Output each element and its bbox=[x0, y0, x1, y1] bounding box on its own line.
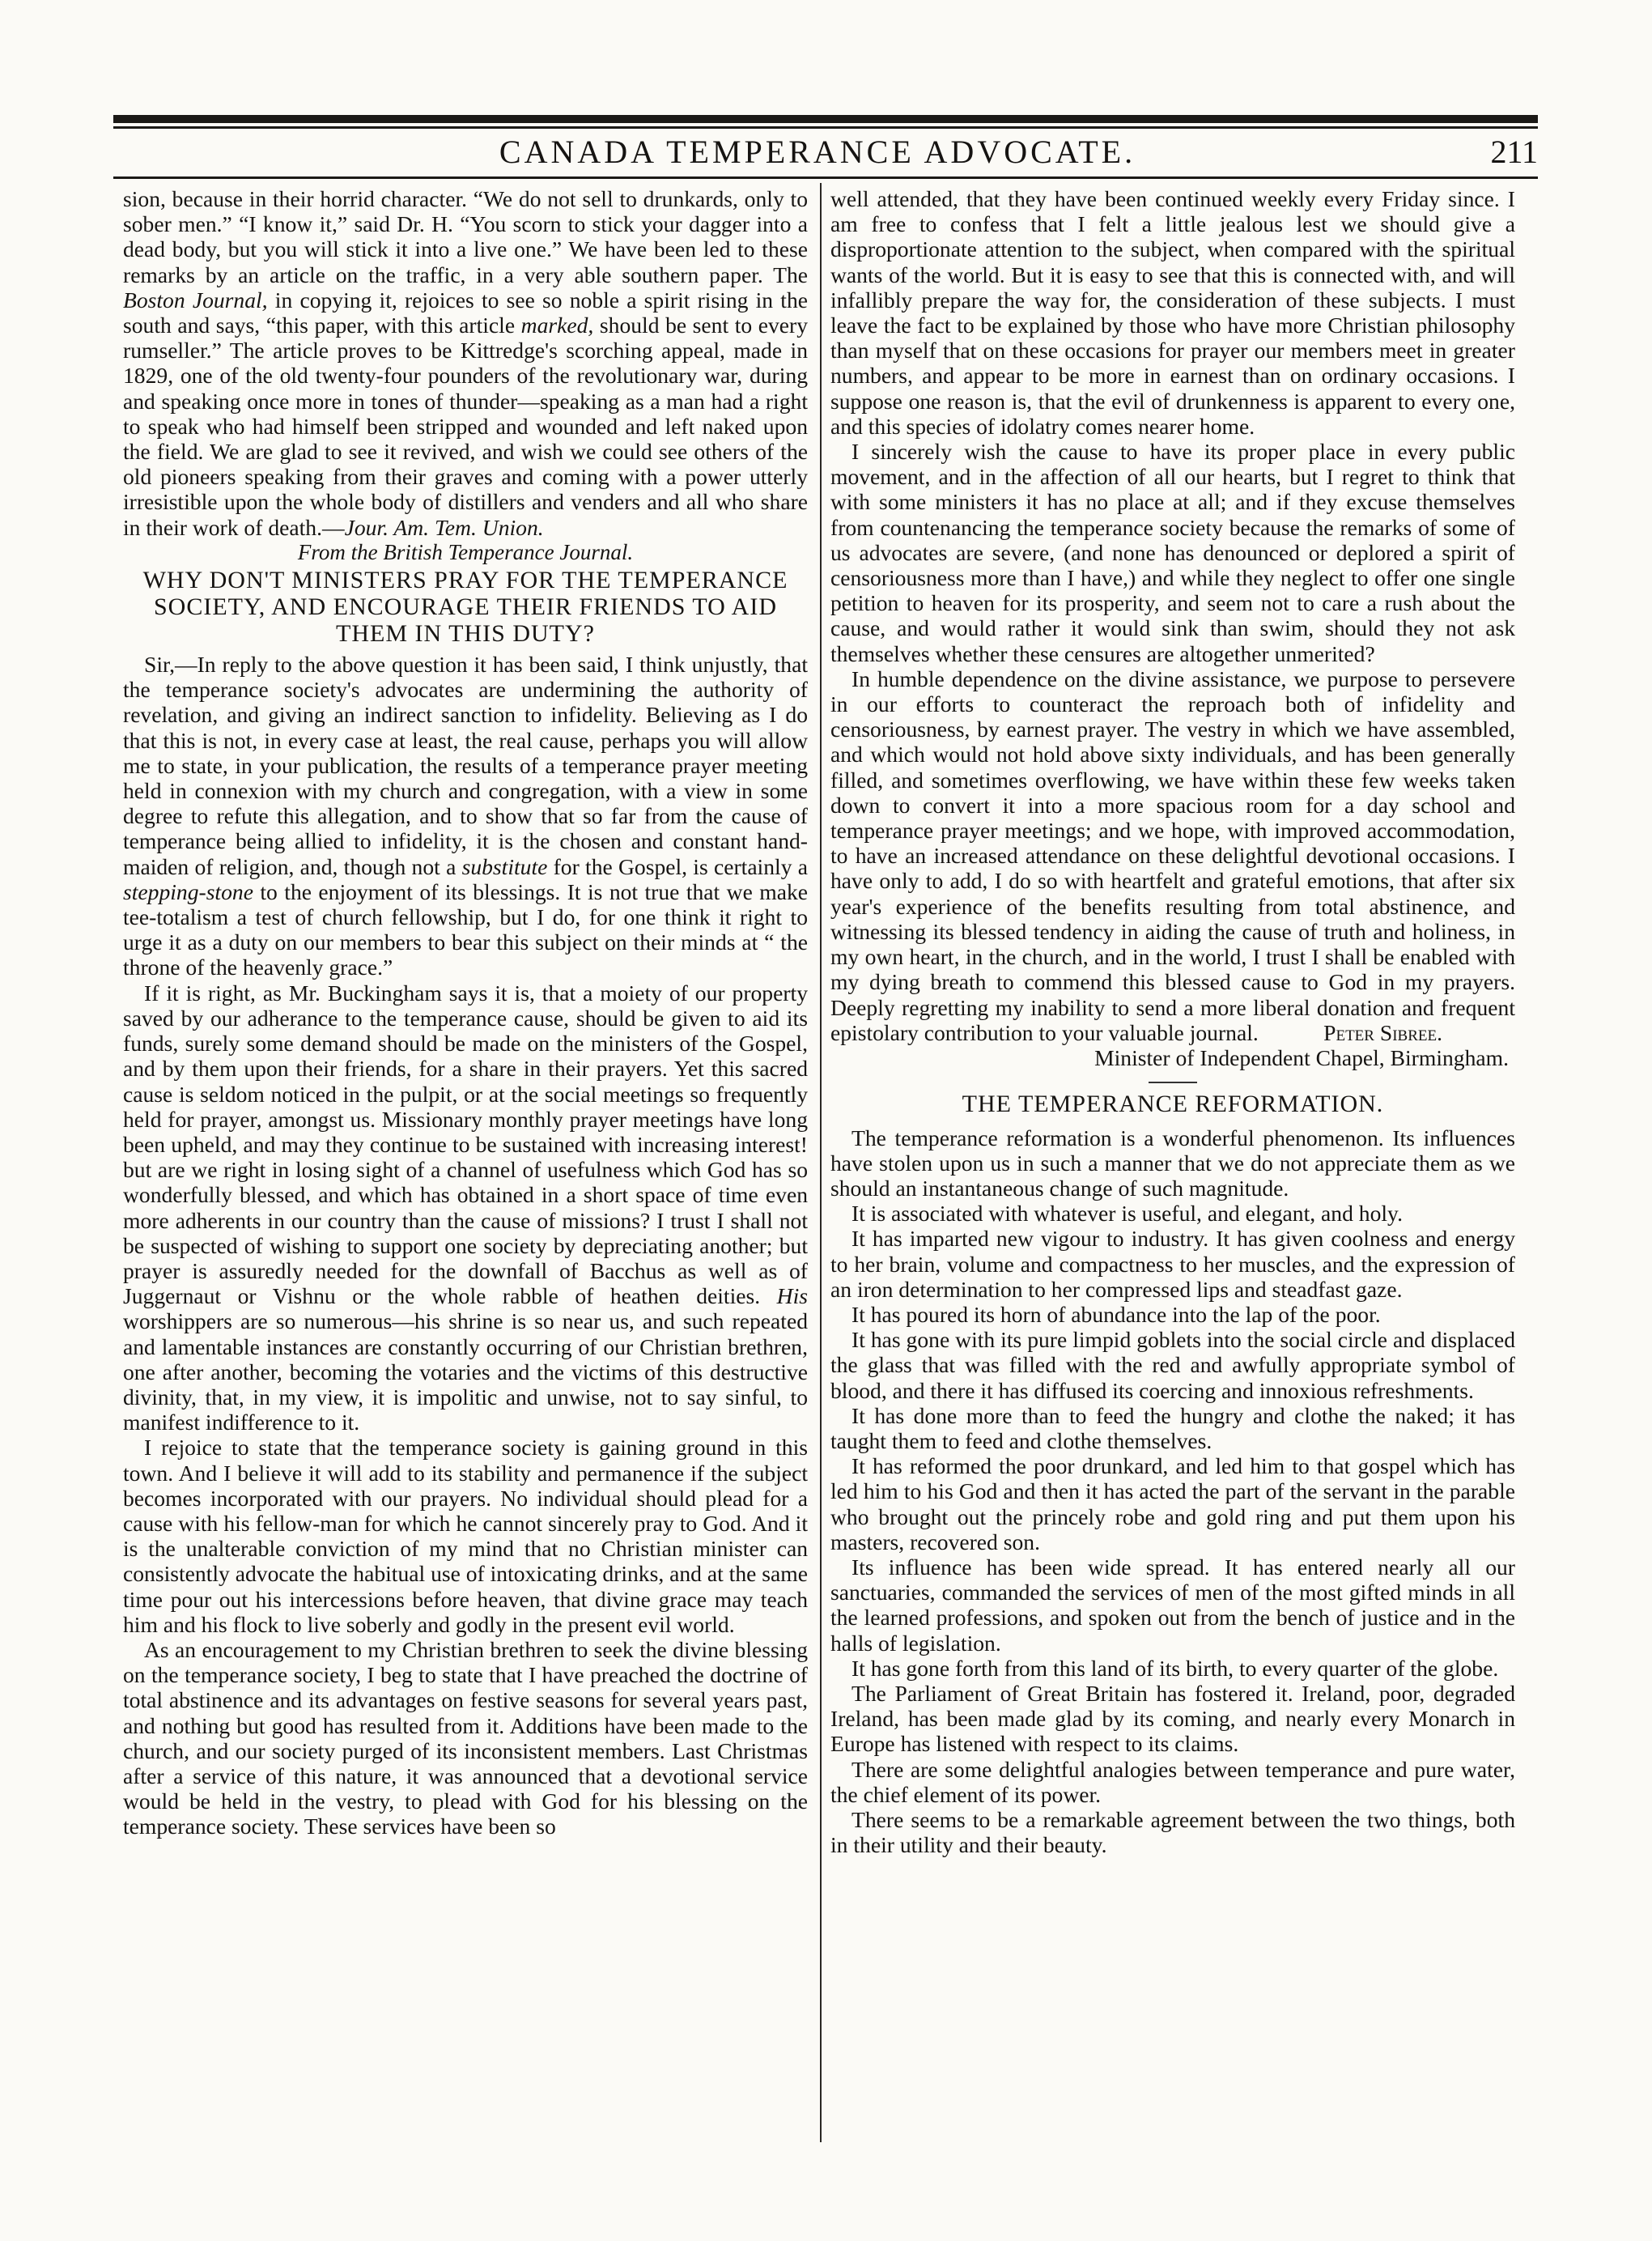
page-number: 211 bbox=[1490, 134, 1538, 170]
header-under-rule bbox=[113, 176, 1538, 179]
article-headline: WHY DON'T MINISTERS PRAY FOR THE TEMPERANCE SOCIETY, AND ENCOURAGE THEIR FRIENDS TO AID THEM IN THIS DUTY? bbox=[142, 567, 788, 648]
signature-name: Peter Sibree. bbox=[1323, 1019, 1442, 1045]
column-divider bbox=[820, 183, 822, 2142]
article-paragraph: The Parliament of Great Britain has fostered it. Ireland, poor, degraded Ireland, has been made glad by its coming, and nearly every Monarch in Europe has listened with respect to its claims. bbox=[830, 1680, 1515, 1757]
article-paragraph: It is associated with whatever is useful, and elegant, and holy. bbox=[851, 1201, 1403, 1227]
right-column bbox=[830, 186, 1515, 1857]
article-paragraph: In humble dependence on the divine assistance, we purpose to persevere in our efforts to counteract the reproach both of infidelity and censoriousness, by earnest prayer. The vestry in which we have assembled, and which would not hold above sixty individuals, and has been generally filled, and sometimes overflowing, we have within these few weeks taken down to convert it into a more spacious room for a day school and temperance prayer meetings; and we hope, with improved accommodation, to have an increased attendance on these delightful devotional occasions. I have only to add, I do so with heartfelt and grateful emotions, that after six year's experience of the benefits resulting from total abstinence, and witnessing its blessed tendency in aiding the cause of truth and holiness, in my own heart, in the church, and in the world, I trust I shall be enabled with my dying breath to commend this blessed cause to God in my prayers. Deeply regretting my inability to send a more liberal donation and frequent epistolary contribution to your valuable journal. bbox=[830, 665, 1515, 1045]
article-paragraph: It has reformed the poor drunkard, and led him to that gospel which has led him to his God and then it has acted the part of the servant in the parable who brought out the princely robe and gold ring and put them upon his masters, recovered son. bbox=[830, 1453, 1515, 1554]
article-paragraph: I rejoice to state that the temperance society is gaining ground in this town. And I believe it will add to its stability and permanence if the subject becomes incorporated with our prayers. No individual should plead for a cause with his fellow-man for which he cannot sincerely pray to God. And it is the unalterable conviction of my mind that no Christian minister can consistently advocate the habitual use of intoxicating drinks, and at the same time pour out his intercessions before heaven, that divine grace may teach him and his flock to live soberly and godly in the present evil world. bbox=[123, 1435, 808, 1637]
article-paragraph: Sir,—In reply to the above question it has been said, I think unjustly, that the temperance society's advocates are undermining the authority of revelation, and giving an indirect sanction to infidelity. Believing as I do that this is not, in every case at least, the real cause, perhaps you will allow me to state, in your publication, the results of a temperance prayer meeting held in connexion with my church and congregation, with a view in some degree to refute this allegation, and to show that so far from the cause of temperance being allied to infidelity, it is the chosen and constant hand-maiden of religion, and, though not a substitute for the Gospel, is certainly a stepping-stone to the enjoyment of its blessings. It is not true that we make tee-totalism a test of church fellowship, but I do, for one think it right to urge it as a duty on our members to bear this subject on their minds at “ the throne of the heavenly grace.” bbox=[123, 652, 808, 980]
article-source: From the British Temperance Journal. bbox=[297, 539, 634, 564]
running-title: CANADA TEMPERANCE ADVOCATE. bbox=[499, 134, 1136, 170]
article-paragraph: There are some delightful analogies between temperance and pure water, the chief element of its power. bbox=[830, 1756, 1515, 1807]
article-paragraph: well attended, that they have been continued weekly every Friday since. I am free to confess that I felt a little jealous lest we should give a disproportionate attention to the subject, when compared with the spiritual wants of the world. But it is easy to see that this is connected with, and will infallibly prepare the way for, the consideration of these subjects. I must leave the fact to be explained by those who have more Christian philosophy than myself that on these occasions for prayer our members meet in greater numbers, and appear to be more in earnest than on ordinary occasions. I suppose one reason is, that the evil of drunkenness is apparent to every one, and this species of idolatry comes nearer home. bbox=[830, 186, 1515, 439]
header-thick-rule bbox=[113, 115, 1538, 123]
article-paragraph: It has gone with its pure limpid goblets into the social circle and displaced the glass that was filled with the red and awfully appropriate symbol of blood, and there it has diffused its coercing and innoxious refreshments. bbox=[830, 1327, 1515, 1403]
article-paragraph: Its influence has been wide spread. It has entered nearly all our sanctuaries, commanded the services of men of the most gifted minds in all the learned professions, and spoken out from the bench of justice and in the halls of legislation. bbox=[830, 1554, 1515, 1656]
article-paragraph: It has imparted new vigour to industry. It has given coolness and energy to her brain, volume and compactness to her muscles, and the expression of an iron determination to her compressed lips and steadfast gaze. bbox=[830, 1226, 1515, 1302]
article-paragraph: I sincerely wish the cause to have its proper place in every public movement, and in the affection of all our hearts, but I regret to think that with some ministers it has no place at all; and if they excuse themselves from countenancing the temperance society because the remarks of some of us advocates are severe, (and none has denounced or deplored a spirit of censoriousness more than I have,) and while they neglect to offer one single petition to heaven for its prosperity, and seem not to care a rush about the cause, and would rather it would sink than swim, should they not ask themselves whether these censures are altogether unmerited? bbox=[830, 439, 1515, 666]
signature-role: Minister of Independent Chapel, Birmingham. bbox=[1094, 1045, 1509, 1071]
article-paragraph: It has done more than to feed the hungry and clothe the naked; it has taught them to feed and clothe themselves. bbox=[830, 1402, 1515, 1453]
section-separator bbox=[1149, 1082, 1197, 1083]
header-thin-rule bbox=[113, 126, 1538, 129]
article-paragraph: The temperance reformation is a wonderful phenomenon. Its influences have stolen upon us in such a manner that we do not appreciate them as we should an instantaneous change of such magnitude. bbox=[830, 1125, 1515, 1201]
article-paragraph: It has poured its horn of abundance into the lap of the poor. bbox=[851, 1301, 1381, 1327]
article-paragraph: If it is right, as Mr. Buckingham says it is, that a moiety of our property saved by our adherance to the temperance cause, should be given to aid its funds, surely some demand should be made on the ministers of the Gospel, and by them upon their friends, for a share in their prayers. Yet this sacred cause is seldom noticed in the pulpit, or at the social meetings so frequently held for prayer, amongst us. Missionary monthly prayer meetings have long been upheld, and may they continue to be sustained with increasing interest! but are we right in losing sight of a channel of usefulness which God has so wonderfully blessed, and which has obtained in a short space of time even more adherents in our country than the cause of missions? I trust I shall not be suspected of wishing to support one society by depreciating another; but prayer is assuredly needed for the downfall of Bacchus as well as of Juggernaut or Vishnu or the whole rabble of heathen deities. His worshippers are so numerous—his shrine is so near us, and such repeated and lamentable instances are constantly occurring of our Christian brethren, one after another, becoming the votaries and the victims of this destructive divinity, that, in my view, it is impolitic and unwise, not to say sinful, to manifest indifference to it. bbox=[123, 980, 808, 1435]
article-paragraph: It has gone forth from this land of its birth, to every quarter of the globe. bbox=[851, 1655, 1499, 1681]
article-paragraph: There seems to be a remarkable agreement between the two things, both in their utility and their beauty. bbox=[830, 1807, 1515, 1858]
article-continuation: sion, because in their horrid character. “We do not sell to drunkards, only to sober men.” “I know it,” said Dr. H. “You scorn to stick your dagger into a dead body, but you will stick it into a live one.” We have been led to these remarks by an article on the traffic, in a very able southern paper. The Boston Journal, in copying it, rejoices to see so noble a spirit rising in the south and says, “this paper, with this article marked, should be sent to every rumseller.” The article proves to be Kittredge's scorching appeal, made in 1829, one of the old twenty-four pounders of the revolutionary war, during and speaking once more in tones of thunder—speaking as a man had a right to speak who had himself been stripped and wounded and left naked upon the field. We are glad to see it revived, and wish we could see others of the old pioneers speaking from their graves and coming with a power utterly irresistible upon the whole body of distillers and venders and all who share in their work of death.—Jour. Am. Tem. Union. bbox=[123, 186, 809, 540]
article-paragraph: As an encouragement to my Christian brethren to seek the divine blessing on the temperance society, I beg to state that I have preached the doctrine of total abstinence and its advantages on festive seasons for several years past, and nothing but good has resulted from it. Additions have been made to the church, and our society purged of its inconsistent members. Last Christmas after a service of this nature, it was announced that a devotional service would be held in the vestry, to plead with God for his blessing on the temperance society. These services have been so bbox=[123, 1636, 808, 1839]
left-column bbox=[123, 186, 808, 1839]
section-headline: THE TEMPERANCE REFORMATION. bbox=[962, 1091, 1384, 1118]
